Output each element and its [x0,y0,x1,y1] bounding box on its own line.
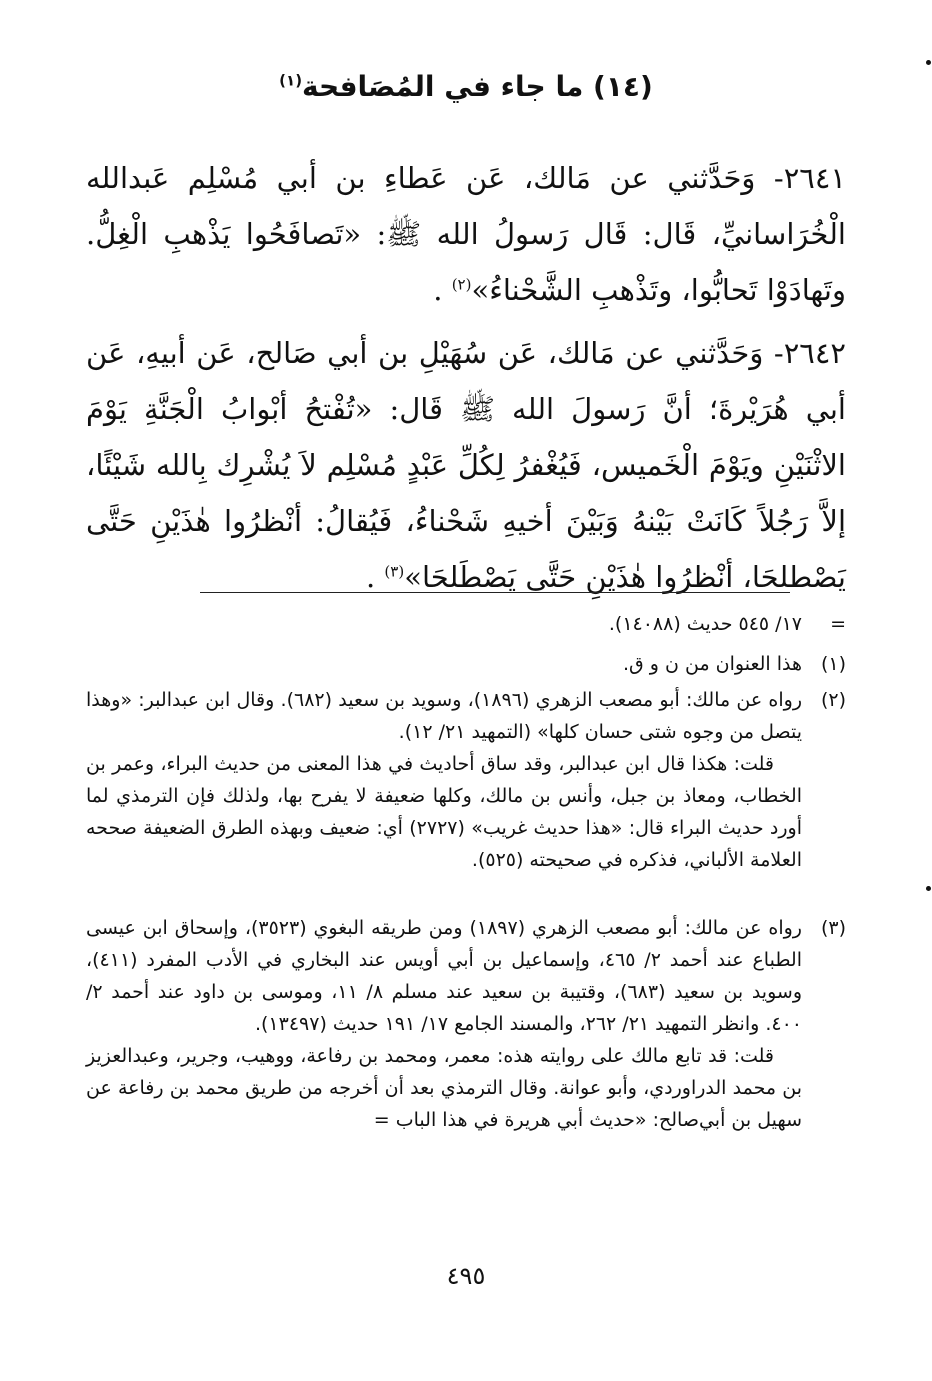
chapter-title-text: (١٤) ما جاء في المُصَافحة [302,70,653,103]
hadith-end: . [365,560,385,594]
footnote-text: هذا العنوان من ن و ق. [622,653,802,675]
hadith-end: . [433,273,452,307]
hadith-note-ref: (٣) [384,562,405,581]
footnote-number: (٣) [820,917,846,939]
footnote-text: رواه عن مالك: أبو مصعب الزهري (١٨٩٧) ومن طريقه البغوي (٣٥٢٣)، وإسحاق ابن عيسى الطباع عند أحمد ٢/ ٤٦٥، وإسماعيل بن أبي أويس عند البخاري في الأدب المفرد (٤١١)، وسويد بن سعيد (٦٨٣)، وقتيبة بن سعيد عند مسلم ٨/ ١١، وموسى بن داود عند أحمد ٢/ ٤٠٠. وانظر التمهيد ٢١/ ٢٦٢، والمسند الجامع ١٧/ ١٩١ حديث (١٣٤٩٧). [86,917,802,1035]
footnote-1 [86,648,846,680]
footnote-2 [86,684,846,876]
footnote-number: (١) [820,653,846,675]
footnote-continuation [86,608,846,640]
hadith-text: ٢٦٤١- وَحَدَّثني عن مَالك، عَن عَطاءِ بن أبي مُسْلِم عَبدالله الْخُرَاسانيِّ، قَال: قَال رَسولُ الله ﷺ: «تَصافَحُوا يَذْهبِ الْغِلُّ. وتَهادَوْا تَحابُّوا، وتَذْهبِ الشَّحْناءُ» [86,161,846,307]
footnote-number: (٢) [820,689,846,711]
scan-dot-mark [926,60,931,65]
hadith-2641 [86,150,846,318]
hadith-note-ref: (٢) [451,275,472,294]
chapter-title [0,70,932,103]
footnote-3 [86,912,846,1136]
continuation-marker: = [830,613,846,635]
footnote-comment: قلت: هكذا قال ابن عبدالبر، وقد ساق أحاديث في هذا المعنى من حديث البراء، وعمر بن الخطاب، ومعاذ بن جبل، وأنس بن مالك، وكلها ضعيفة لا يفرح بها، ولذلك فإن الترمذي لما أورد حديث البراء قال: «هذا حديث غريب» (٢٧٢٧) أي: ضعيف وبهذه الطرق الضعيفة صححه العلامة الألباني، فذكره في صحيحته (٥٢٥). [86,753,802,871]
chapter-title-note-ref: (١) [279,71,303,90]
continuation-text: ١٧/ ٥٤٥ حديث (١٤٠٨٨). [608,613,802,635]
footnote-text: رواه عن مالك: أبو مصعب الزهري (١٨٩٦)، وسويد بن سعيد (٦٨٢). وقال ابن عبدالبر: «وهذا يتصل من وجوه شتى حسان كلها» (التمهيد ٢١/ ١٢). [86,689,802,743]
hadith-text: ٢٦٤٢- وَحَدَّثني عن مَالك، عَن سُهَيْلِ بن أبي صَالح، عَن أبيهِ، عَن أبي هُرَيْرةَ؛ أنَّ رَسولَ الله ﷺ قَال: «تُفْتحُ أبْوابُ الْجَنَّةِ يَوْمَ الاثْنَيْنِ ويَوْمَ الْخَميس، فَيُغْفرُ لِكُلِّ عَبْدٍ مُسْلِم لاَ يُشْرِك بِالله شَيْئًا، إلاَّ رَجُلاً كَانَتْ بَيْنهُ وَبَيْنَ أخيهِ شَحْناءُ، فَيُقالُ: أنْظرُوا هٰذَيْنِ حَتَّى يَصْطلحَا، أنْظرُوا هٰذَيْنِ حَتَّى يَصْطَلحَا» [86,336,847,594]
hadith-2642 [86,325,846,605]
scan-dot-mark [926,886,931,891]
footnote-divider [200,592,790,593]
footnote-comment: قلت: قد تابع مالك على روايته هذه: معمر، ومحمد بن رفاعة، ووهيب، وجرير، وعبدالعزيز بن محمد الدراوردي، وأبو عوانة. وقال الترمذي بعد أن أخرجه من طريق محمد بن رفاعة عن سهيل بن أبي‌صالح: «حديث أبي هريرة في هذا الباب = [86,1045,802,1131]
page-number: ٤٩٥ [446,1262,486,1290]
